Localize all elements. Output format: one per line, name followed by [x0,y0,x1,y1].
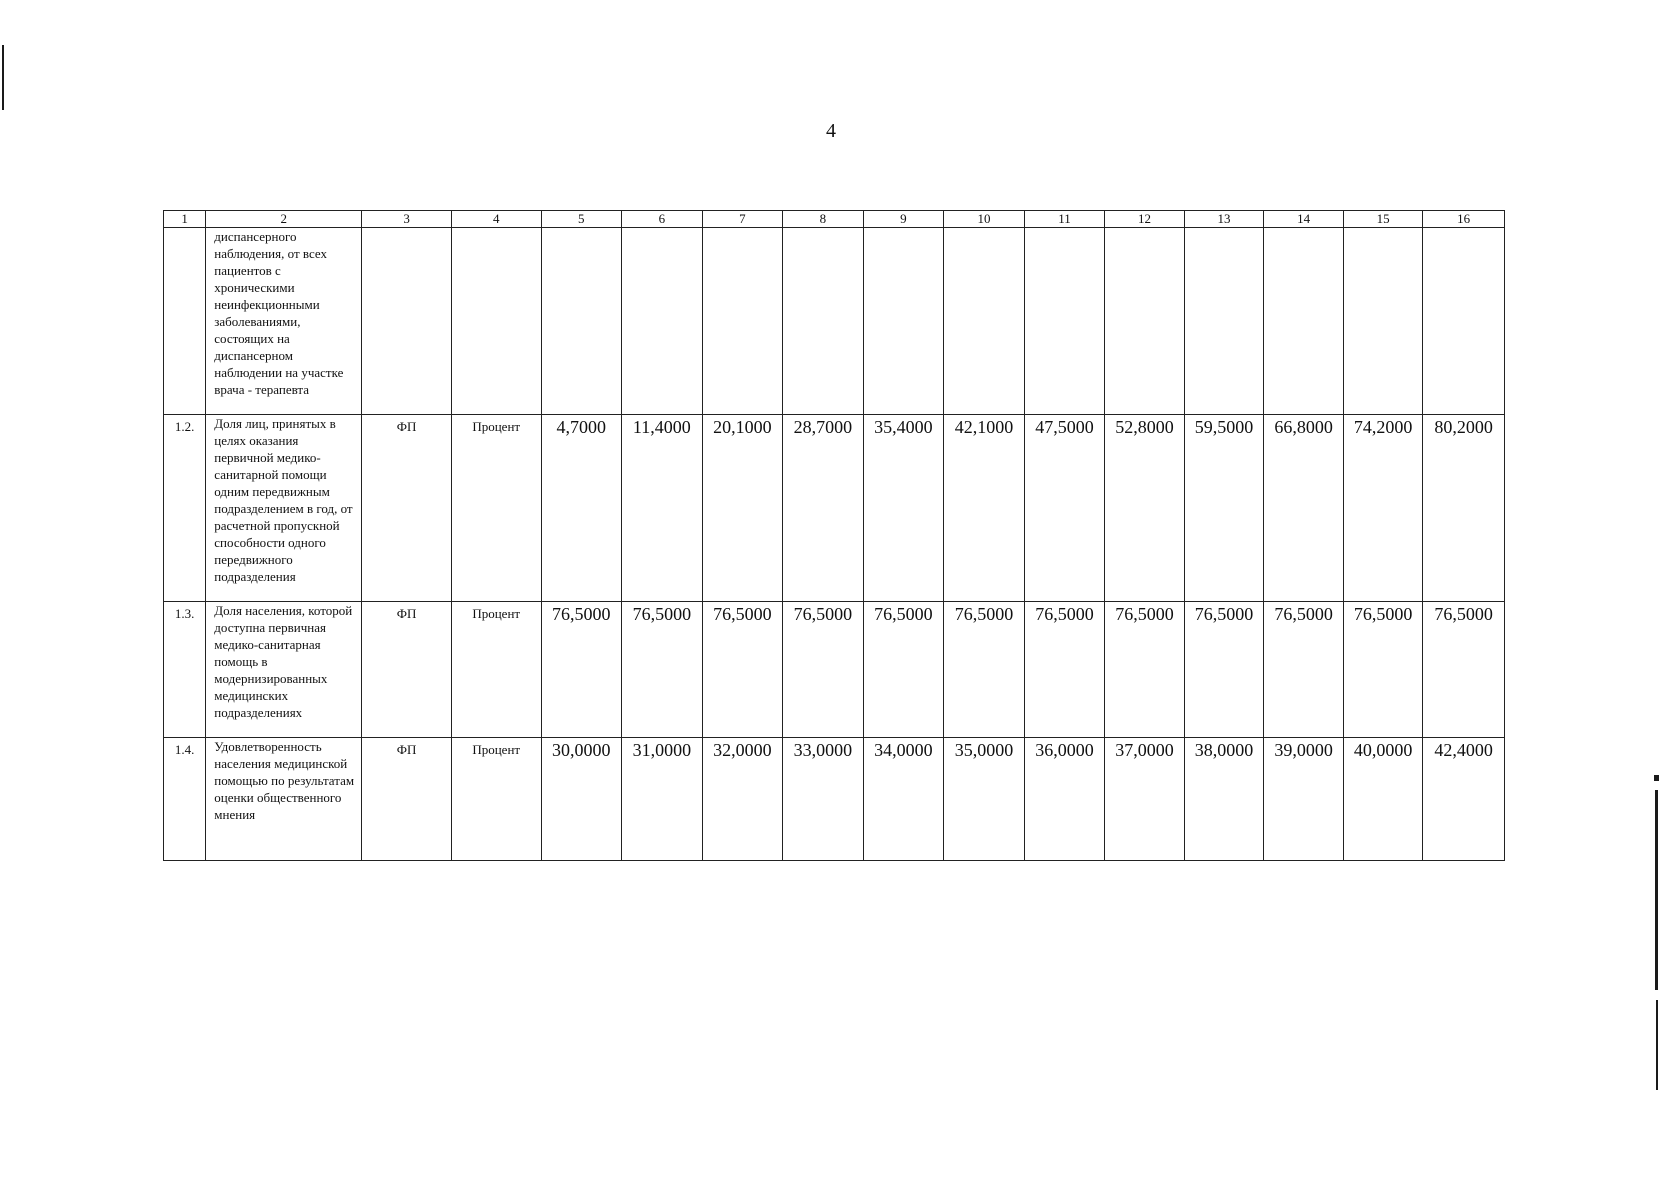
value-cell: 32,0000 [702,738,783,861]
indicator-unit: Процент [451,738,541,861]
scan-edge-dot [1654,775,1659,781]
value-cell: 76,5000 [1343,602,1423,738]
value-cell: 37,0000 [1105,738,1185,861]
indicator-name: Доля лиц, принятых в целях оказания первичной медико-санитарной помощи одним передвижным подразделением в год, от расчетной пропускной способности одного передвижного подразделения [206,415,362,602]
value-cell: 38,0000 [1184,738,1264,861]
value-cell: 76,5000 [541,602,622,738]
value-cell: 42,1000 [944,415,1025,602]
scan-edge-mark-left [2,45,4,110]
column-number: 4 [451,211,541,228]
value-cell: 76,5000 [622,602,703,738]
value-cell: 76,5000 [1423,602,1505,738]
value-cell: 76,5000 [1264,602,1344,738]
value-cell: 74,2000 [1343,415,1423,602]
value-cell: 76,5000 [702,602,783,738]
value-cell: 35,4000 [863,415,944,602]
column-number: 9 [863,211,944,228]
value-cell: 36,0000 [1024,738,1105,861]
value-cell [541,228,622,415]
value-cell: 59,5000 [1184,415,1264,602]
header-row [164,211,1505,228]
table-row [164,228,1505,415]
column-number: 6 [622,211,703,228]
indicator-source: ФП [362,738,452,861]
indicator-name: Удовлетворенность населения медицинской помощью по результатам оценки общественного мнения [206,738,362,861]
indicator-name: Доля населения, которой доступна первичная медико-санитарная помощь в модернизированных медицинских подразделениях [206,602,362,738]
column-number: 3 [362,211,452,228]
value-cell [1264,228,1344,415]
value-cell: 76,5000 [783,602,864,738]
value-cell [702,228,783,415]
column-number: 8 [783,211,864,228]
indicator-unit: Процент [451,415,541,602]
row-number: 1.4. [164,738,206,861]
value-cell: 20,1000 [702,415,783,602]
value-cell: 39,0000 [1264,738,1344,861]
value-cell: 66,8000 [1264,415,1344,602]
indicator-source: ФП [362,602,452,738]
row-number [164,228,206,415]
value-cell: 28,7000 [783,415,864,602]
column-number: 15 [1343,211,1423,228]
indicator-unit [451,228,541,415]
column-number: 14 [1264,211,1344,228]
value-cell: 80,2000 [1423,415,1505,602]
value-cell: 42,4000 [1423,738,1505,861]
row-number: 1.3. [164,602,206,738]
column-number: 16 [1423,211,1505,228]
value-cell: 11,4000 [622,415,703,602]
table-row [164,738,1505,861]
value-cell [622,228,703,415]
column-number: 2 [206,211,362,228]
table-row [164,415,1505,602]
page-number: 4 [826,120,836,142]
column-number: 13 [1184,211,1264,228]
value-cell: 40,0000 [1343,738,1423,861]
value-cell: 33,0000 [783,738,864,861]
value-cell [1423,228,1505,415]
value-cell: 30,0000 [541,738,622,861]
indicator-name: диспансерного наблюдения, от всех пациентов с хроническими неинфекционными заболеваниями, состоящих на диспансерном наблюдении на участке врача - терапевта [206,228,362,415]
value-cell: 76,5000 [944,602,1025,738]
value-cell [944,228,1025,415]
value-cell [1105,228,1185,415]
value-cell: 76,5000 [1105,602,1185,738]
column-number: 10 [944,211,1025,228]
value-cell: 4,7000 [541,415,622,602]
value-cell [783,228,864,415]
indicator-source: ФП [362,415,452,602]
value-cell: 34,0000 [863,738,944,861]
column-number: 11 [1024,211,1105,228]
scan-edge-mark-right [1655,790,1658,990]
value-cell: 76,5000 [863,602,944,738]
column-number: 1 [164,211,206,228]
value-cell [1024,228,1105,415]
value-cell: 52,8000 [1105,415,1185,602]
column-number: 5 [541,211,622,228]
scan-edge-mark-right [1656,1000,1658,1090]
column-number: 12 [1105,211,1185,228]
indicator-source [362,228,452,415]
value-cell [1343,228,1423,415]
value-cell [863,228,944,415]
value-cell: 35,0000 [944,738,1025,861]
table-row [164,602,1505,738]
value-cell: 47,5000 [1024,415,1105,602]
row-number: 1.2. [164,415,206,602]
value-cell: 31,0000 [622,738,703,861]
column-number: 7 [702,211,783,228]
value-cell: 76,5000 [1184,602,1264,738]
value-cell: 76,5000 [1024,602,1105,738]
indicators-table [163,210,1505,861]
value-cell [1184,228,1264,415]
indicator-unit: Процент [451,602,541,738]
